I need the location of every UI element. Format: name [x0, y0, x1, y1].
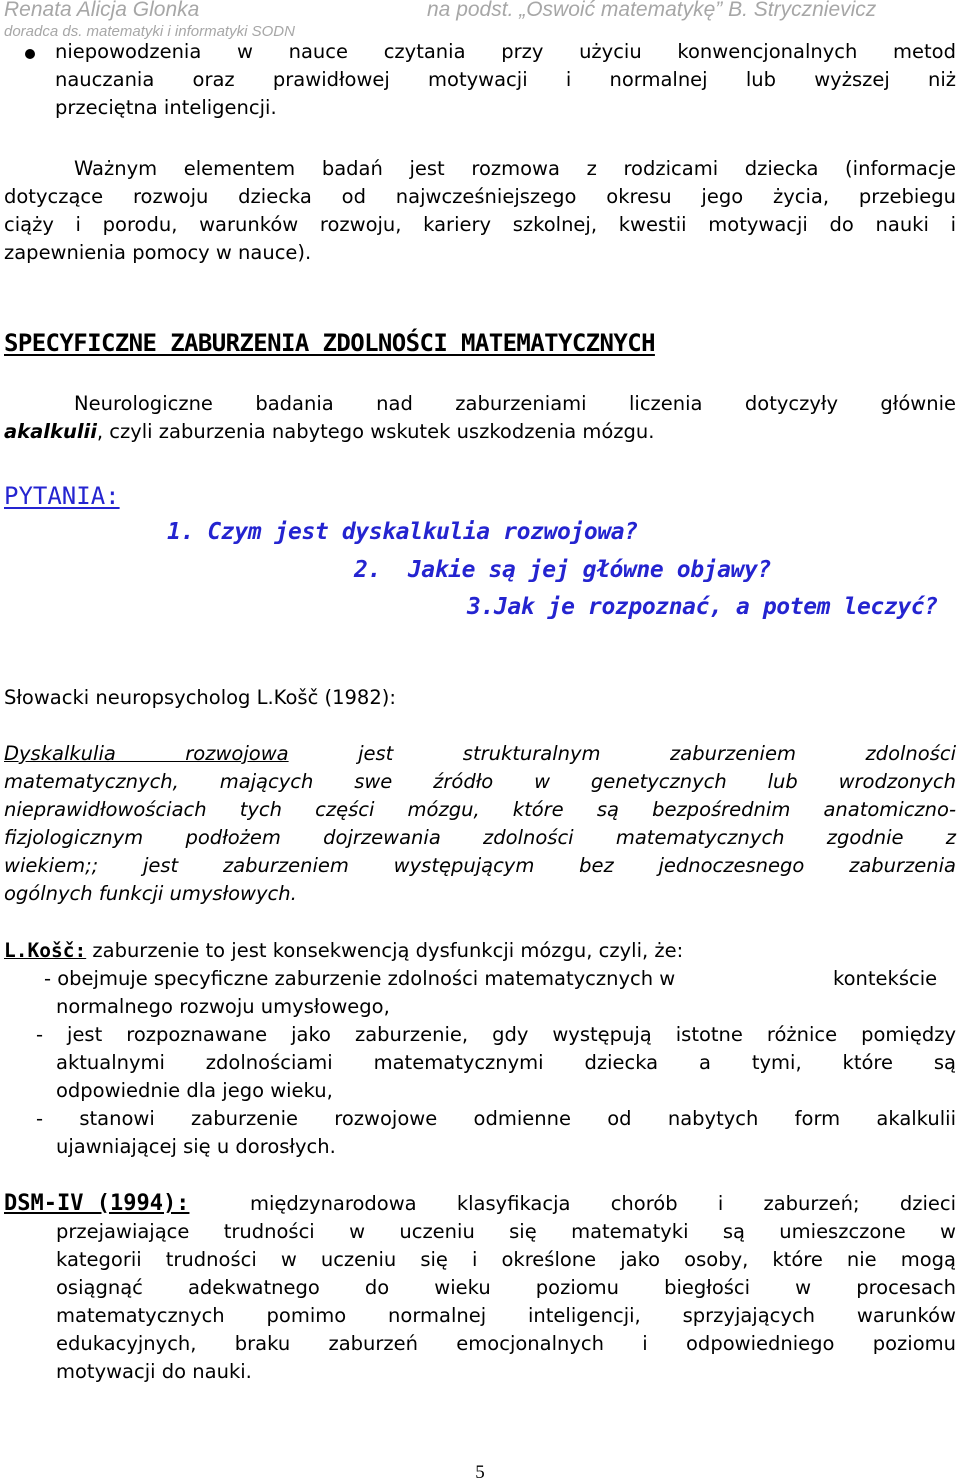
dsm-label-line — [4, 1190, 189, 1218]
kosc-intro: Słowacki neuropsycholog L.Košč (1982): — [4, 686, 396, 709]
dsm-label: DSM-IV (1994): — [4, 1191, 190, 1216]
header-author: Renata Alicja Glonka — [4, 0, 200, 21]
definition-line-6: ogólnych funkcji umysłowych. — [4, 882, 297, 905]
dsm-line-1: międzynarodowa klasyfikacja chorób i zaburzeń; dzieci — [250, 1192, 956, 1215]
kosc-item-2-line-3: odpowiednie dla jego wieku, — [56, 1079, 333, 1102]
kosc-item-2-line-1: - jest rozpoznawane jako zaburzenie, gdy występują istotne różnice pomiędzy — [36, 1023, 956, 1046]
definition-term: Dyskalkulia rozwojowa — [4, 742, 289, 765]
question-1-number: 1. — [167, 519, 194, 545]
definition-line-1-rest: jest strukturalnym zaburzeniem zdolności — [358, 742, 956, 765]
kosc-item-1-line-1-end: kontekście — [833, 967, 938, 990]
neuro-line-1: Neurologiczne badania nad zaburzeniami liczenia dotyczyły głównie — [74, 392, 956, 415]
dsm-line-6: edukacyjnych, braku zaburzeń emocjonalnych i odpowiedniego poziomu — [56, 1332, 956, 1355]
question-1 — [167, 519, 638, 545]
interview-line-1: Ważnym elementem badań jest rozmowa z rodzicami dziecka (informacje — [74, 157, 956, 180]
kosc-item-1-line-1: - obejmuje specyficzne zaburzenie zdolności matematycznych w — [44, 967, 676, 990]
page-number: 5 — [475, 1462, 485, 1483]
interview-line-2: dotyczące rozwoju dziecka od najwcześniejszego okresu jego życia, przebiegu — [4, 185, 956, 208]
kosc-label: L.Košč: — [4, 939, 87, 962]
question-2 — [354, 557, 771, 583]
dsm-line-2: przejawiające trudności w uczeniu się matematyki są umieszczone w — [56, 1220, 956, 1243]
definition-line-1 — [4, 740, 956, 768]
question-3 — [467, 594, 938, 620]
interview-line-4: zapewnienia pomocy w nauce). — [4, 241, 312, 264]
dsm-line-4: osiągnąć adekwatnego do wieku poziomu biegłości w procesach — [56, 1276, 956, 1299]
definition-line-5: wiekiem;; jest zaburzeniem występującym bez jednoczesnego zaburzenia — [4, 854, 956, 877]
header-subtitle: doradca ds. matematyki i informatyki SODN — [4, 23, 295, 40]
dsm-line-5: matematycznych pomimo normalnej inteligencji, sprzyjających warunków — [56, 1304, 956, 1327]
question-1-text: Czym jest dyskalkulia rozwojowa? — [207, 519, 638, 545]
definition-line-3: nieprawidłowościach tych części mózgu, które są bezpośrednim anatomiczno- — [4, 798, 956, 821]
definition-line-4: fizjologicznym podłożem dojrzewania zdolności matematycznych zgodnie z — [4, 826, 956, 849]
bullet-line-2: nauczania oraz prawidłowej motywacji i normalnej lub wyższej niż — [55, 68, 956, 91]
bullet-icon — [25, 49, 35, 59]
neuro-line-2-rest: , czyli zaburzenia nabytego wskutek uszkodzenia mózgu. — [96, 420, 655, 443]
interview-line-3: ciąży i porodu, warunków rozwoju, kariery szkolnej, kwestii motywacji do nauki i — [4, 213, 956, 236]
section-heading: SPECYFICZNE ZABURZENIA ZDOLNOŚCI MATEMATYCZNYCH — [4, 329, 655, 357]
dsm-line-3: kategorii trudności w uczeniu się i określone jako osoby, które nie mogą — [56, 1248, 956, 1271]
neuro-line-2 — [4, 418, 654, 446]
header-title: na podst. „Oswoić matematykę” B. Strycznievicz — [427, 0, 877, 21]
question-3-number: 3. — [467, 594, 494, 620]
kosc-intro-text: zaburzenie to jest konsekwencją dysfunkcji mózgu, czyli, że: — [86, 939, 684, 962]
bullet-line-3: przeciętna inteligencji. — [55, 96, 277, 119]
kosc-item-1-line-2: normalnego rozwoju umysłowego, — [56, 995, 390, 1018]
questions-heading: PYTANIA: — [4, 482, 120, 510]
question-3-text: Jak je rozpoznać, a potem leczyć? — [493, 594, 938, 620]
kosc-definition-intro — [4, 937, 683, 965]
bullet-line-1: niepowodzenia w nauce czytania przy użyciu konwencjonalnych metod — [55, 40, 956, 63]
kosc-item-2-line-2: aktualnymi zdolnościami matematycznymi dziecka a tymi, które są — [56, 1051, 956, 1074]
definition-line-2: matematycznych, mających swe źródło w genetycznych lub wrodzonych — [4, 770, 956, 793]
question-2-text: Jakie są jej główne objawy? — [407, 557, 771, 583]
dsm-line-7: motywacji do nauki. — [56, 1360, 252, 1383]
term-akalkulia: akalkulii — [4, 420, 97, 443]
question-2-number: 2. — [354, 557, 381, 583]
kosc-item-3-line-1: - stanowi zaburzenie rozwojowe odmienne od nabytych form akalkulii — [36, 1107, 956, 1130]
kosc-item-3-line-2: ujawniającej się u dorosłych. — [56, 1135, 336, 1158]
